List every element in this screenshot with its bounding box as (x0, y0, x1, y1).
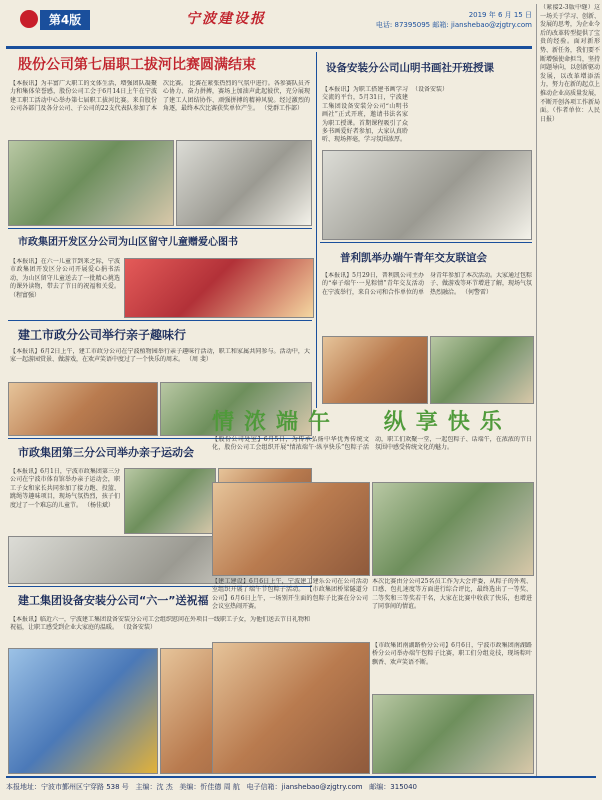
trade-byline: （周 斐） (185, 356, 212, 364)
dragon-banner-right: 纵享快乐 (383, 409, 512, 435)
logo-icon (20, 10, 38, 28)
tug-body (10, 80, 310, 138)
dragon-sub-2: 【市政集团桥梁隧道分公司】6月6日上午，一场别开生面的包粽子比赛在分公司会议室热闹开赛。 (212, 586, 368, 611)
sidebar-text: （紧接2-3版中缝）这一场关于学习、创新、发展的思考，为企业今后的改革转型提供了宝贵的经验。面对新形势、新任务，我们要不断增强使命担当，坚持问题导向，以创新驱动发展，以改革增添活力，努力在新的起点上推动企业高质量发展，不断开创各项工作新局面。（作者单位：人民日报） (540, 4, 600, 123)
museum-text: 【本报讯】为职工搭建书画学习交流的平台，5月31日，宁波建工集团设备安装分公司“山明书画社”正式开班，邀请书法名家为职工授课。首期课程吸引了众多书画爱好者参加，大家认真聆听、现场挥毫，学习氛围浓厚。 (322, 86, 408, 144)
footer-email: 电子信箱：jianshebao@zjgtry.com (246, 783, 363, 791)
header-phone: 电话: 87395095 (375, 21, 431, 29)
install61-text: 【本报讯】临近六一，宁波建工集团设备安装分公司工会组织慰问在外项目一线职工子女，为他们送去节日礼物和祝福，让职工感受到企业大家庭的温暖。 (10, 616, 310, 632)
install61-byline: （设备安装） (119, 624, 156, 632)
divider (8, 320, 312, 321)
museum-byline-box (412, 86, 530, 156)
trade-photo-1 (8, 382, 158, 436)
tug-photo-1 (8, 140, 174, 226)
library-photo (124, 258, 314, 318)
parent-byline: （杨佳斌） (83, 501, 114, 509)
header-info (326, 10, 532, 30)
youth-photo-1 (322, 336, 428, 404)
dragon-photo-4 (372, 694, 534, 774)
divider (320, 242, 532, 243)
dragon-photo-1 (212, 482, 370, 576)
dragon-sub-3: 【市政集团南湖路桥分公司】6月6日，宁波市政集团南湖路桥分公司举办端午包粽子比赛，职工们分组竞技，现场粽叶飘香、欢声笑语不断。 (372, 642, 532, 666)
dragon-body-2 (372, 578, 532, 638)
youth-body (322, 272, 532, 334)
parent-title: 市政集团第三分公司举办亲子运动会 (18, 446, 194, 459)
youth-byline: （何警雷） (461, 288, 492, 296)
install61-title: 建工集团设备安装分公司“六一”送祝福 (18, 594, 209, 607)
sidebar-column (536, 4, 600, 776)
parent-text: 【本报讯】6月1日，宁波市政集团第三分公司在宁波市体育馆举办亲子运动会，职工子女和家长共同参加了接力跑、投篮、跳绳等趣味项目，现场气氛热烈，孩子们度过了一个难忘的儿童节。 (10, 468, 120, 509)
footer-editor: 主编：沈 杰 (135, 783, 173, 791)
page-header (6, 4, 532, 49)
library-byline: （程富强） (10, 291, 41, 299)
tug-photo-2 (176, 140, 312, 226)
tug-text-2: 比赛在紧张热烈的气氛中进行。各参赛队员齐心协力、奋力拼搏，赛场上加油声此起彼伏，充分展现了建工人团结协作、顽强拼搏的精神风貌。经过激烈的角逐，最终本次比赛获奖单位产生。 (163, 80, 310, 113)
dragon-banner (212, 405, 532, 433)
footer-address: 本报地址：宁波市鄞州区宁穿路 538 号 (6, 783, 129, 791)
dragon-sub-1: 【建工建设】6月6日上午，宁波建工建乐公司在公司活动室组织开展了端午节包粽子活动。 (212, 578, 368, 594)
footer-postcode: 邮编：315040 (369, 783, 418, 791)
header-email: 邮箱: jianshebao@zjgtry.com (432, 21, 532, 29)
trade-body (10, 348, 310, 380)
museum-byline: （设备安装） (412, 86, 449, 93)
page-footer (6, 776, 596, 796)
library-body (10, 258, 120, 316)
footer-proof: 美编：忻佳德 周 航 (179, 783, 240, 791)
dragon-body-1 (212, 436, 532, 480)
page-number-tag: 第4版 (40, 10, 90, 30)
install61-photo-1 (8, 648, 158, 774)
dragon-text-1: 【股份公司处室】6月5日，为传承弘扬中华优秀传统文化，股份公司工会组织开展“情浓端午·纵享快乐”包粽子活动，职工们欢聚一堂，一起包粽子、话端午，在浓浓的节日氛围中感受传统文化的魅力。 (212, 436, 532, 452)
dragon-body-3 (372, 642, 532, 692)
tug-byline: （党群工作部） (260, 105, 303, 113)
parent-photo-1 (124, 468, 216, 534)
museum-title: 设备安装分公司山明书画社开班授课 (326, 62, 494, 74)
dragon-photo-2 (372, 482, 534, 576)
dragon-photo-3 (212, 642, 370, 774)
library-text: 【本报讯】在六一儿童节到来之际，宁波市政集团开发区分公司开展爱心捐书活动，为山区留守儿童送去了一批精心挑选的课外读物，带去了节日的祝福和关爱。 (10, 258, 120, 291)
trade-text: 【本报讯】6月2日上午，建工市政分公司在宁波植物园举行亲子趣味行活动，职工和家属共同参与。活动中，大家一起游园赏景、做游戏，在欢声笑语中度过了一个快乐的周末。 (10, 348, 310, 364)
dragon-sub (212, 578, 368, 638)
tug-text-1: 【本报讯】为丰富广大职工的文体生活，增强团队凝聚力和集体荣誉感，股份公司工会于6月14日上午在宁波建工职工活动中心举办第七届职工拔河比赛。来自股份公司各部门及各分公司、子公司的22支代表队参加了本次比赛。 (10, 80, 188, 113)
library-title: 市政集团开发区分公司为山区留守儿童赠爱心图书 (18, 237, 238, 248)
header-date: 2019 年 6 月 15 日 (468, 11, 532, 19)
column-divider (316, 52, 317, 408)
youth-text: 【本报讯】5月29日，普利凯公司主办的“奉子端午·一见粽情”青年交友活动在宁波举行，来自公司和合作单位的单身青年参加了本次活动。大家通过包粽子、做游戏等环节增进了解，现场气氛热烈融洽。 (322, 272, 532, 296)
divider (8, 228, 312, 229)
dragon-text-2: 本次比赛由分公司25名员工作为大会评委，从粽子的外观、口感、包扎速度等方面进行综合评比，最终选出了一等奖、二等奖和三等奖若干名，大家在比赛中收获了快乐，也增进了同事间的情谊。 (372, 578, 532, 611)
youth-photo-2 (430, 336, 534, 404)
trade-title: 建工市政分公司举行亲子趣味行 (18, 328, 187, 342)
parent-body (10, 468, 120, 532)
tug-title: 股份公司第七届职工拔河比赛圆满结束 (18, 57, 256, 73)
dragon-banner-left: 情浓端午 (212, 409, 341, 435)
youth-title: 普利凯举办端午青年交友联谊会 (340, 252, 487, 264)
museum-body (322, 86, 408, 146)
masthead: 宁波建设报 (186, 11, 266, 27)
museum-photo (322, 150, 532, 240)
